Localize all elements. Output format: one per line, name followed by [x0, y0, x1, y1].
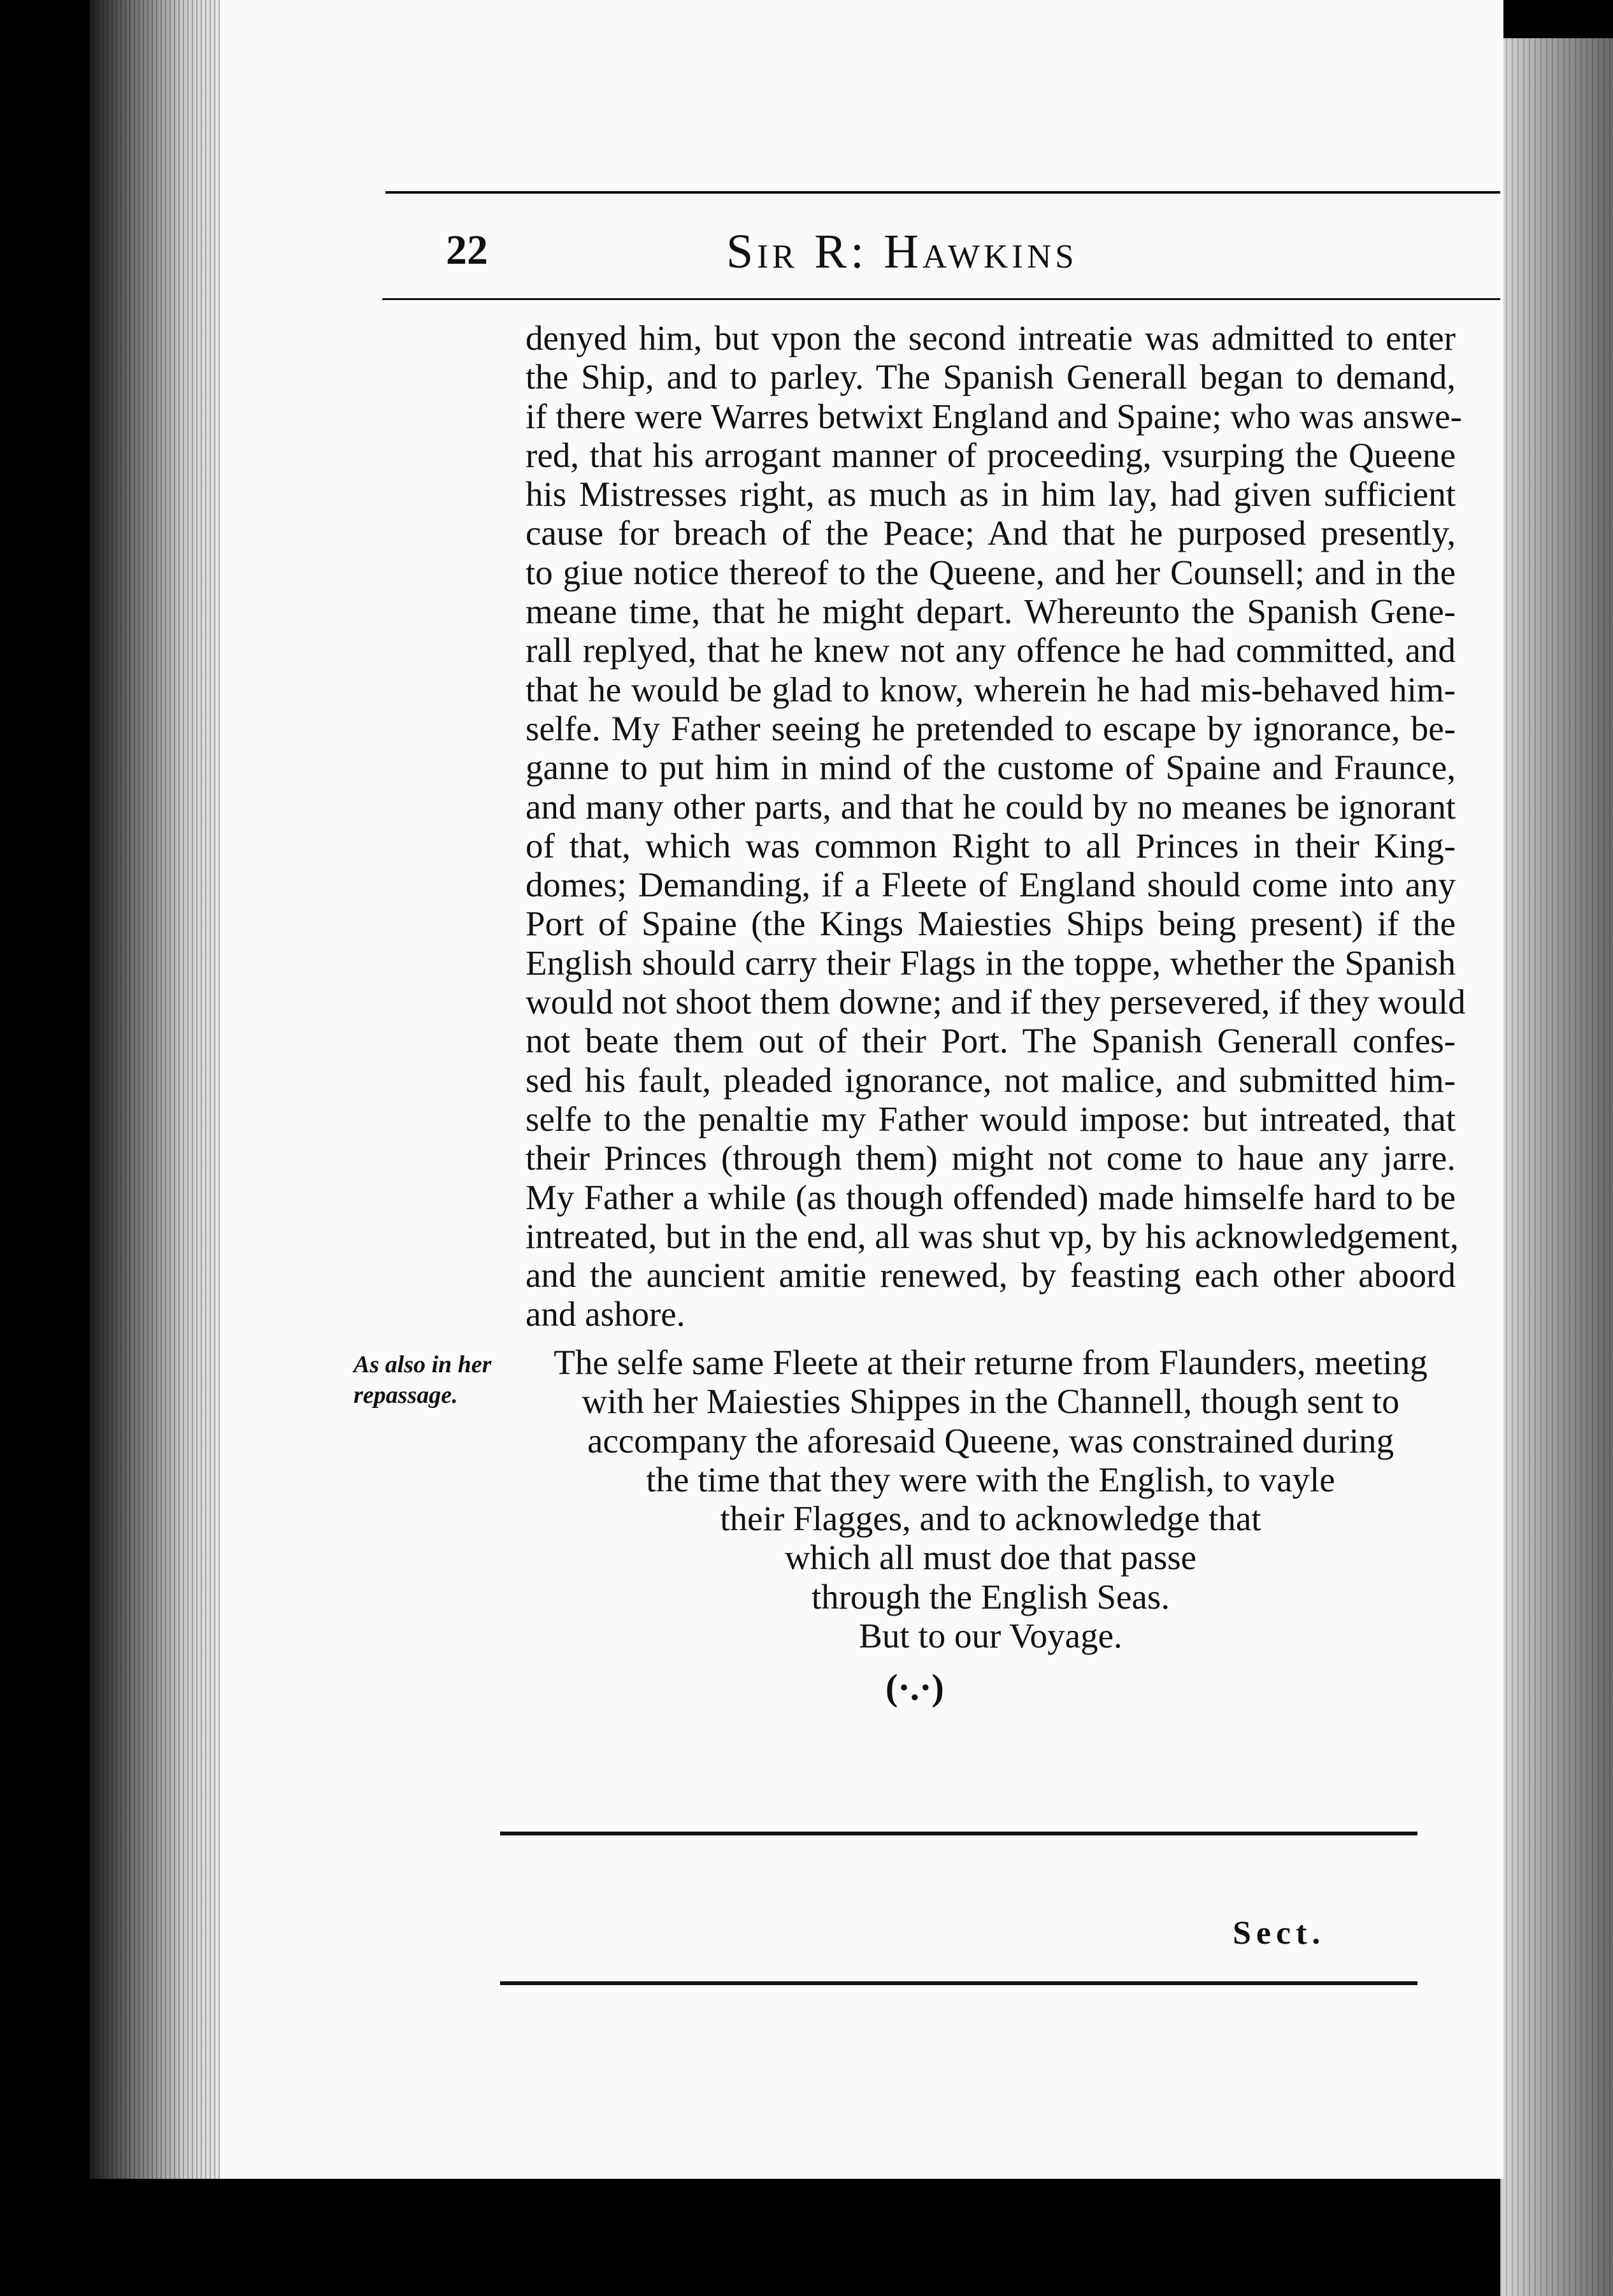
marginal-note	[354, 1349, 506, 1410]
text-line: of that, which was common Right to all Princes in their King-	[526, 826, 1456, 865]
text-line: not beate them out of their Port. The Spanish Generall confes-	[526, 1021, 1456, 1061]
catchword: Sect.	[1233, 1915, 1326, 1951]
text-line: and many other parts, and that he could by no meanes be ignorant	[526, 787, 1456, 826]
closing-line: But to our Voyage.	[859, 1616, 1122, 1656]
closing-line: through the English Seas.	[811, 1577, 1170, 1616]
body-text	[526, 319, 1466, 1334]
text-line: rall replyed, that he knew not any offence he had committed, and	[526, 631, 1456, 670]
closing-line: which all must doe that passe	[784, 1538, 1197, 1577]
text-line: would not shoot them downe; and if they persevered, if they would	[526, 982, 1466, 1022]
book-fore-edge	[1500, 38, 1613, 2296]
book-spine-edge	[89, 0, 223, 2179]
text-line: selfe to the penaltie my Father would impose: but intreated, that	[526, 1099, 1456, 1138]
text-line: domes; Demanding, if a Fleete of England should come into any	[526, 865, 1456, 905]
text-line: denyed him, but vpon the second intreatie was admitted to enter	[526, 319, 1456, 357]
page-number: 22	[446, 227, 488, 273]
text-line: that he would be glad to know, wherein he had mis-behaved him-	[526, 670, 1456, 709]
ornament: (·.·)	[885, 1667, 944, 1708]
closing-line: with her Maiesties Shippes in the Channell, though sent to	[582, 1382, 1400, 1421]
marginal-note-line: repassage.	[354, 1382, 458, 1409]
text-line: selfe. My Father seeing he pretended to escape by ignorance, be-	[526, 708, 1456, 748]
text-line: if there were Warres betwixt England and Spaine; who was answe-	[526, 396, 1462, 436]
text-line: red, that his arrogant manner of proceeding, vsurping the Queene	[526, 435, 1456, 475]
running-head: Sir R: Hawkins	[726, 225, 1078, 278]
closing-line: The selfe same Fleete at their returne from Flaunders, meeting	[554, 1343, 1428, 1382]
text-line: meane time, that he might depart. Whereunto the Spanish Gene-	[526, 592, 1456, 631]
text-line: their Princes (through them) might not come to haue any jarre.	[526, 1138, 1456, 1178]
closing-line: the time that they were with the English, to vayle	[646, 1460, 1335, 1499]
text-line: intreated, but in the end, all was shut vp, by his acknowledgement,	[526, 1216, 1459, 1256]
text-line: his Mistresses right, as much as in him lay, had given sufficient	[526, 475, 1456, 514]
text-line: Port of Spaine (the Kings Maiesties Ships being present) if the	[526, 904, 1456, 944]
text-line: English should carry their Flags in the toppe, whether the Spanish	[526, 943, 1456, 982]
text-line: cause for breach of the Peace; And that he purposed presently,	[526, 513, 1456, 553]
text-line: the Ship, and to parley. The Spanish Generall began to demand,	[526, 357, 1456, 397]
header-rule-bottom	[382, 298, 1500, 300]
footer-rule-top	[500, 1832, 1417, 1835]
header-rule-top	[385, 191, 1500, 194]
closing-line: accompany the aforesaid Queene, was constrained during	[587, 1421, 1394, 1460]
text-line: My Father a while (as though offended) made himselfe hard to be	[526, 1177, 1456, 1217]
text-line: and ashore.	[526, 1295, 685, 1334]
text-line: and the auncient amitie renewed, by feasting each other aboord	[526, 1256, 1456, 1295]
text-line: to giue notice thereof to the Queene, and her Counsell; and in the	[526, 552, 1456, 592]
text-line: ganne to put him in mind of the custome of Spaine and Fraunce,	[526, 748, 1456, 787]
marginal-note-line: As also in her	[354, 1351, 492, 1378]
text-line: sed his fault, pleaded ignorance, not malice, and submitted him-	[526, 1060, 1456, 1100]
closing-line: their Flagges, and to acknowledge that	[720, 1499, 1261, 1539]
footer-rule-bottom	[500, 1981, 1417, 1985]
closing-paragraph	[526, 1343, 1456, 1655]
